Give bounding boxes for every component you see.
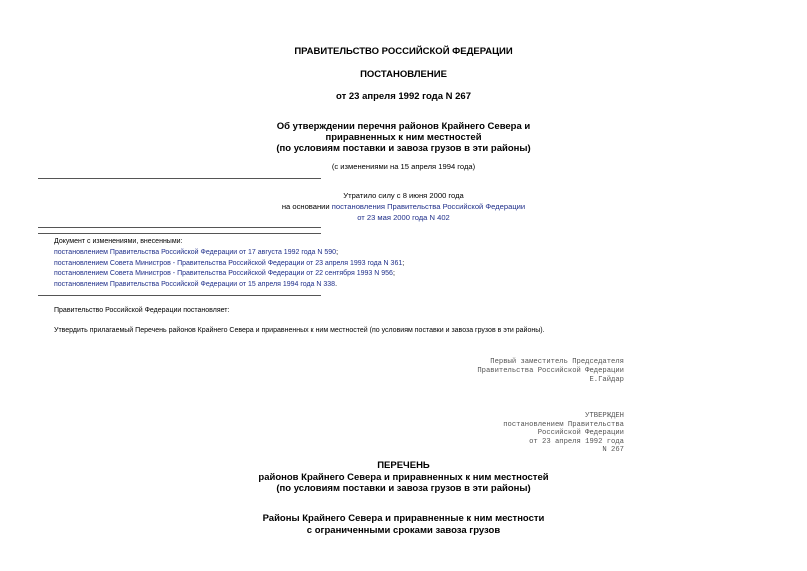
list-item xyxy=(54,248,404,259)
section-title xyxy=(0,513,807,536)
approval-line: постановлением Правительства xyxy=(503,420,624,429)
approval-block xyxy=(503,412,624,455)
approval-line: N 267 xyxy=(602,446,624,455)
repeal-decree-link-date[interactable]: от 23 мая 2000 года N 402 xyxy=(357,213,450,222)
signature-line: Первый заместитель Председателя xyxy=(490,358,624,366)
expired-notice xyxy=(0,190,807,223)
divider xyxy=(38,178,321,179)
divider xyxy=(38,233,321,234)
document-title-line: приравненных к ним местностей xyxy=(325,132,482,143)
document-date-number: от 23 апреля 1992 года N 267 xyxy=(336,91,471,102)
signature-line: Правительства Российской Федерации xyxy=(477,367,624,375)
list-item-punct: ; xyxy=(402,259,405,267)
changes-list xyxy=(54,237,404,291)
amendment-link[interactable]: постановлением Совета Министров - Правительства Российской Федерации от 23 апреля 1993 года N 361 xyxy=(54,259,403,267)
body-paragraph-2: Утвердить прилагаемый Перечень районов Крайнего Севера и приравненных к ним местностей (по условиям поставки и завоза грузов в эти районы). xyxy=(54,327,545,334)
list-item xyxy=(54,269,404,280)
expired-line xyxy=(0,201,807,212)
document-title-line: (по условиям поставки и завоза грузов в эти районы) xyxy=(276,143,531,154)
approval-line: УТВЕРЖДЕН xyxy=(585,412,624,420)
signature-block xyxy=(477,358,624,385)
list-item-punct: . xyxy=(335,281,338,289)
expired-line: Утратило силу с 8 июня 2000 года xyxy=(343,191,464,200)
document-title xyxy=(0,121,807,154)
section-title-line: Районы Крайнего Севера и приравненные к ним местности xyxy=(262,513,545,524)
list-item-punct: ; xyxy=(336,248,339,256)
amendment-link[interactable]: постановлением Правительства Российской Федерации от 17 августа 1992 года N 590 xyxy=(54,248,337,256)
body-paragraph-1: Правительство Российской Федерации постановляет: xyxy=(54,307,230,314)
list-title xyxy=(0,460,807,495)
amendment-link[interactable]: постановлением Совета Министров - Правительства Российской Федерации от 22 сентября 1993 N 956 xyxy=(54,270,393,278)
approval-line: Российской Федерации xyxy=(537,429,624,438)
repeal-decree-link[interactable]: постановления Правительства Российской Федерации xyxy=(331,202,526,211)
signature-line: Е.Гайдар xyxy=(589,376,624,384)
amendment-note: (с изменениями на 15 апреля 1994 года) xyxy=(331,162,476,171)
document-title-line: Об утверждении перечня районов Крайнего Севера и xyxy=(276,121,531,132)
divider xyxy=(38,295,321,296)
list-item-punct: ; xyxy=(392,270,395,278)
list-item xyxy=(54,259,404,270)
amendment-link[interactable]: постановлением Правительства Российской Федерации от 15 апреля 1994 года N 338 xyxy=(54,281,336,289)
list-title-line: районов Крайнего Севера и приравненных к ним местностей xyxy=(258,471,549,483)
approval-line: от 23 апреля 1992 года xyxy=(529,437,624,446)
document-type-heading: ПОСТАНОВЛЕНИЕ xyxy=(360,69,447,80)
changes-header: Документ с изменениями, внесенными: xyxy=(54,238,183,245)
divider xyxy=(38,227,321,228)
government-heading: ПРАВИТЕЛЬСТВО РОССИЙСКОЙ ФЕДЕРАЦИИ xyxy=(294,46,513,57)
list-item xyxy=(54,280,404,291)
expired-prefix: на основании xyxy=(281,202,332,211)
list-title-line: (по условиям поставки и завоза грузов в эти районы) xyxy=(276,483,531,494)
list-title-line: ПЕРЕЧЕНЬ xyxy=(377,460,430,471)
section-title-line: с ограниченными сроками завоза грузов xyxy=(306,524,501,536)
